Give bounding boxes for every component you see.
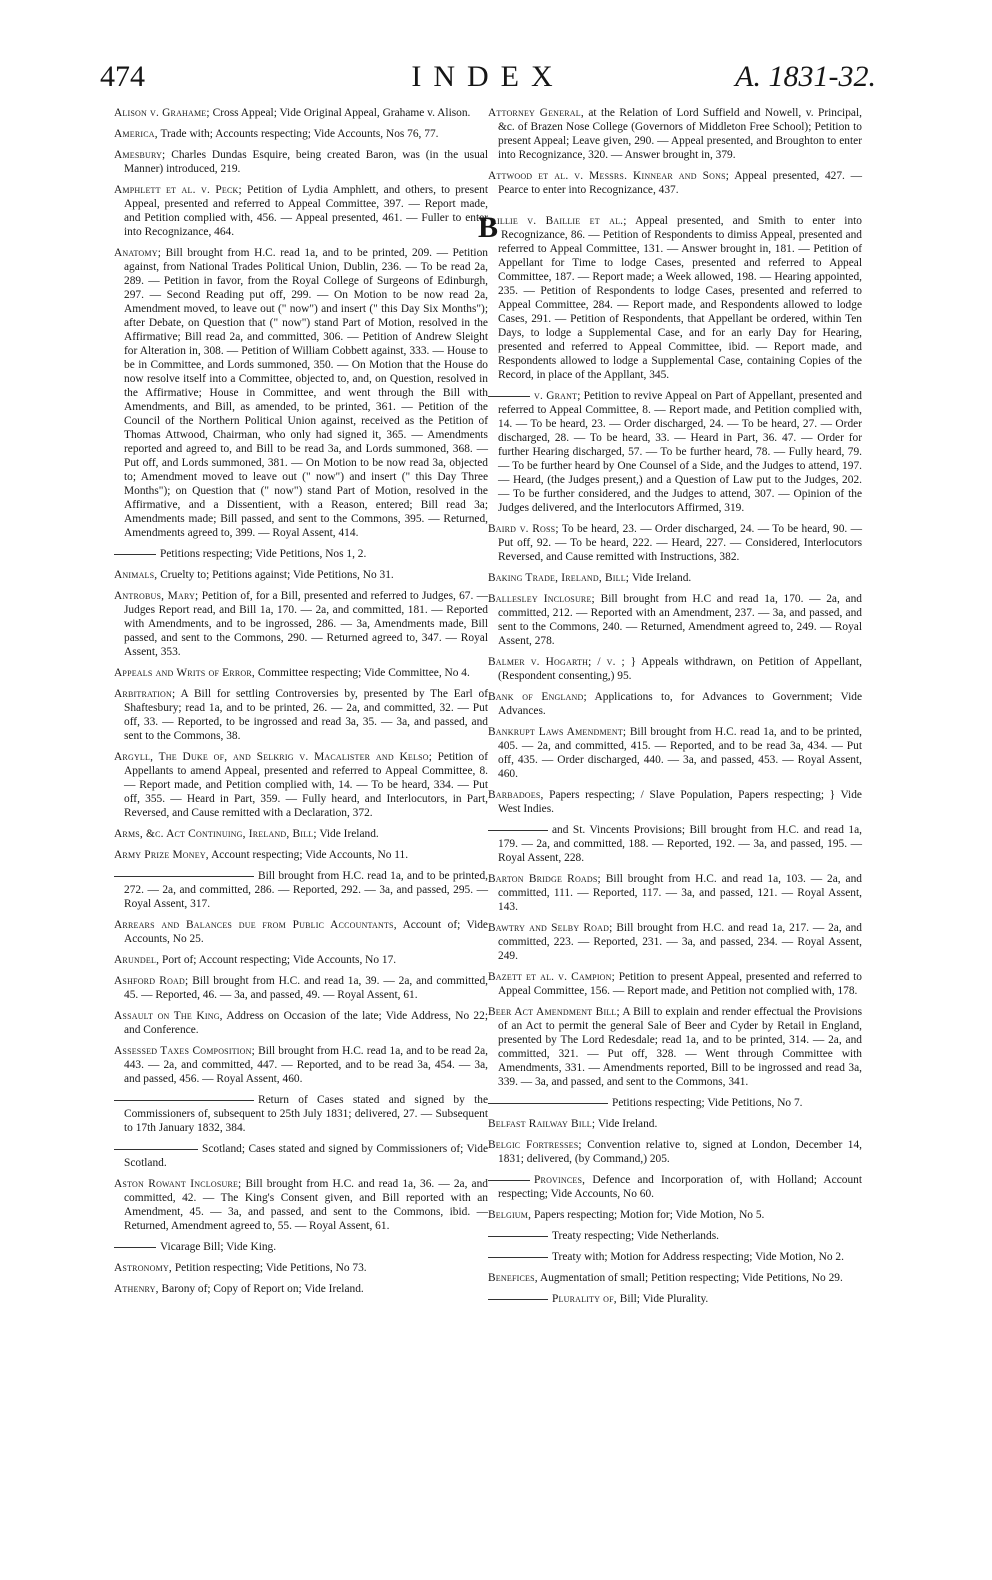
index-entry <box>488 1208 862 1222</box>
entry-text: } Appeals withdrawn, on Petition of Appellant, (Respondent consenting,) 95. <box>498 656 862 682</box>
entry-text: Bill brought from H.C and read 1a, 170. — 2a, and committed, 212. — Reported with an Amendment, 237. — 3a, and passed, and sent to the Commons, 240. — Returned, Amendment agreed to, 249. — Royal Assent, 278. <box>498 593 862 647</box>
page-number: 474 <box>100 60 145 93</box>
page-header <box>100 60 876 100</box>
entry-heading: Astronomy, <box>114 1262 172 1274</box>
entry-heading: Anatomy; <box>114 247 162 259</box>
index-entry <box>488 690 862 718</box>
entry-text: Trade with; Accounts respecting; Vide Accounts, Nos 76, 77. <box>160 128 439 140</box>
index-entry <box>488 1138 862 1166</box>
index-entry <box>114 827 488 841</box>
index-entry <box>478 211 863 382</box>
entry-heading: Ballesley Inclosure; <box>488 593 595 605</box>
entry-heading: Plurality of, <box>552 1293 617 1305</box>
entry-heading: Attwood et al. v. Messrs. Kinnear and Sons; <box>488 170 730 182</box>
index-entry <box>488 522 862 564</box>
index-entry <box>488 592 862 648</box>
index-entry <box>114 974 488 1002</box>
entry-text: Scotland; Cases stated and signed by Commissioners of; Vide Scotland. <box>124 1143 488 1169</box>
entry-text: Bill brought from H.C. and read 1a, 103. — 2a, and committed, 111. — Reported, 117. — 3a, and passed, 121. — Royal Assent, 143. <box>498 873 862 913</box>
entry-text: Vide Ireland. <box>319 828 379 840</box>
index-entry <box>488 788 862 816</box>
entry-heading: Arrears and Balances due from Public Accountants, <box>114 919 397 931</box>
entry-heading: Baking Trade, Ireland, Bill; <box>488 572 630 584</box>
entry-heading: America, <box>114 128 158 140</box>
entry-text: A Bill to explain and render effectual the Provisions of an Act to permit the general Sale of Beer and Cyder by Retail in England, presented by The Lord Redesdale; read 1a, and to be printed, 314. — 2a, and committed, 321. — Put off, 328. — Went through Committee with Amendments, 331. — Amendments reported, Bill to be ingrossed and read 3a, 339. — 3a, and passed, and sent to the Commons, 341. <box>498 1006 863 1088</box>
ditto-rule <box>114 554 156 555</box>
index-entry <box>114 918 488 946</box>
entry-heading: Appeals and Writs of Error, <box>114 667 255 679</box>
entry-heading: Belfast Railway Bill; <box>488 1118 596 1130</box>
index-entry <box>114 127 488 141</box>
ditto-rule <box>488 1236 548 1237</box>
entry-text: Appeal presented, 427. — Pearce to enter into Recognizance, 437. <box>498 170 862 196</box>
entry-heading: Bankrupt Laws Amendment; <box>488 726 627 738</box>
entry-heading: Attorney General, <box>488 107 584 119</box>
entry-heading: Balmer v. Hogarth; / v. ; <box>488 656 625 668</box>
entry-text: Vide Ireland. <box>597 1118 658 1130</box>
index-entry <box>114 547 488 561</box>
index-entry <box>488 655 862 683</box>
entry-text: Bill brought from H.C. and read 1a, 36. — 2a, and committed, 42. — The King's Consent given, and Bill reported with an Amendment, 45. — 3a, and passed, and sent to the Commons, ibid. — Returned, Amendment agreed to, 55. — Royal Assent, 61. <box>124 1178 489 1232</box>
index-entry <box>114 589 488 659</box>
index-entry <box>488 1292 862 1306</box>
ditto-rule <box>488 830 548 831</box>
index-entry <box>114 148 488 176</box>
entry-text: Address on Occasion of the late; Vide Address, No 22; and Conference. <box>124 1010 488 1036</box>
entry-text: Bill brought from H.C. read 1a, and to be read 2a, 443. — 2a, and committed, 447. — Reported, and to be read 3a, 454. — 3a, and passed, 456. — Royal Assent, 460. <box>124 1045 488 1085</box>
session-year: A. 1831-32. <box>735 60 876 93</box>
entry-heading: Alison v. Grahame; <box>114 107 210 119</box>
entry-heading: Army Prize Money, <box>114 849 209 861</box>
index-entry <box>488 970 862 998</box>
index-entry <box>488 872 862 914</box>
index-entry <box>488 1173 862 1201</box>
ditto-rule <box>114 1149 198 1150</box>
entry-heading: Antrobus, Mary; <box>114 590 199 602</box>
entry-text: Bill brought from H.C. and read 1a, 217. — 2a, and committed, 223. — Reported, 231. — 3a, and passed, 234. — Royal Assent, 249. <box>498 922 863 962</box>
index-entry <box>488 571 862 585</box>
index-entry <box>114 568 488 582</box>
entry-text: Defence and Incorporation of, with Holland; Account respecting; Vide Accounts, No 60. <box>498 1174 862 1200</box>
entry-text: at the Relation of Lord Suffield and Nowell, v. Principal, &c. of Brazen Nose College (Governors of Middleton Free School); Petition to present Appeal; Leave given, 290. — Appeal presented, and Broughton to enter into Recognizance, 320. — Answer brought in, 379. <box>498 107 862 161</box>
entry-text: Treaty with; Motion for Address respecting; Vide Motion, No 2. <box>552 1251 844 1263</box>
entry-text: Augmentation of small; Petition respecting; Vide Petitions, No 29. <box>540 1272 843 1284</box>
index-entry <box>114 869 488 911</box>
index-entry <box>488 1117 862 1131</box>
index-entry <box>114 246 488 540</box>
entry-heading: Assessed Taxes Composition; <box>114 1045 255 1057</box>
entry-text: Account respecting; Vide Accounts, No 11. <box>211 849 409 861</box>
index-entry <box>114 848 488 862</box>
entry-heading: aillie v. Baillie et al.; <box>491 215 627 227</box>
entry-text: Return of Cases stated and signed by the Commissioners of, subsequent to 25th July 1831; delivered, 27. — Subsequent to 17th January 1832, 384. <box>124 1094 488 1134</box>
page-title: INDEX <box>411 60 565 93</box>
entry-heading: Barbadoes, <box>488 789 544 801</box>
entry-text: Petition of, for a Bill, presented and referred to Judges, 67. — Judges Report read, and Bill 1a, 170. — 2a, and committed, 181. — Reported with Amendments, and to be ingrossed, 286. — 3a, Amendments made, Bill passed, and sent to the Commons, 290. — Returned agreed to, 347. — Royal Assent, 353. <box>124 590 488 658</box>
index-entry <box>114 1044 488 1086</box>
entry-text: A Bill for settling Controversies by, presented by The Earl of Shaftesbury; read 1a, and to be printed, 26. — 2a, and committed, 32. — Put off, 33. — Reported, to be ingrossed and read 3a, 35. — 3a, and passed, and sent to the Commons, 38. <box>124 688 488 742</box>
index-entry <box>114 1093 488 1135</box>
entry-text: Convention relative to, signed at London, December 14, 1831; delivered, (by Command,) 205. <box>498 1139 862 1165</box>
entry-heading: Assault on The King, <box>114 1010 223 1022</box>
entry-text: Bill brought from H.C. read 1a, and to be printed, 209. — Petition against, from National Trades Political Union, Dublin, 236. — To be read 2a, 289. — Petition in favor, from the Royal College of Surgeons of Edinburgh, 297. — Second Reading put off, 299. — On Motion to be now read 2a, Amendment moved, to leave out (" now") and insert (" this Day Six Months"); after Debate, on Question that (" now") stand Part of Motion, resolved in the Affirmative; Bill read 2a, and committed, 306. — Petition of Andrew Sleight for Alteration in, 308. — Petition of William Cobbett against, 333. — House to be in Committee, and Lords summoned, 350. — On Motion that the House do now resolve itself into a Committee, objected to, and, on Question, resolved in the Affirmative; House in Committee, and went through the Bill with Amendments, and Bill, as amended, to be printed, 361. — Petition of the Council of the Northern Political Union against, received as the Petition of Thomas Attwood, Chairman, who only had signed it, 365. — Amendments reported and agreed to, and Bill to be read 3a, and Lords summoned, 368. — Put off, and Lords summoned, 381. — On Motion to be now read 3a, objected to; Amendment moved to leave out (" now") and insert (" this Day Three Months"); on Question that (" now") stand Part of Motion, resolved in the Affirmative, and a Dissentient, with a Reason, entered; Bill read 3a; Amendments made; Bill passed, and sent to the Commons, 395. — Returned, Amendments agreed to, 399. — Royal Assent, 414. <box>124 247 488 539</box>
entry-text: Petition of Appellants to amend Appeal, presented and referred to Appeal Committee, 8. — Report made, and Petition complied with, 14. — To be heard, 334. — Put off, 355. — Heard in Part, 359. — Fully heard, and Interlocutors, in Part, Reversed, and Cause remitted with a Declaration, 372. <box>124 751 488 819</box>
entry-heading: Arbitration; <box>114 688 176 700</box>
entry-text: Treaty respecting; Vide Netherlands. <box>552 1230 719 1242</box>
entry-heading: v. Grant; <box>534 390 581 402</box>
index-entry <box>114 183 488 239</box>
index-entry <box>114 1177 488 1233</box>
entry-heading: Belgium, <box>488 1209 532 1221</box>
entry-text: Papers respecting; / Slave Population, Papers respecting; } Vide West Indies. <box>498 789 862 815</box>
entry-text: Port of; Account respecting; Vide Accounts, No 17. <box>161 954 397 966</box>
entry-text: Bill brought from H.C. read 1a, and to be printed, 405. — 2a, and committed, 415. — Reported, and to be read 3a, 434. — Put off, 435. — Order discharged, 440. — 3a, and passed, 453. — Royal Assent, 460. <box>498 726 862 780</box>
entry-text: Vicarage Bill; Vide King. <box>160 1241 277 1253</box>
index-entry <box>488 1229 862 1243</box>
entry-text: Petition to revive Appeal on Part of Appellant, presented and referred to Appeal Committee, 8. — Report made, and Petition complied with, 14. — To be heard, 23. — Order discharged, 24. — To be heard, 27. — Order discharged, 28. — To be heard, 33. — Heard in Part, 36. 47. — Order for further Hearing discharged, 57. — To be further heard, 78. — Fully heard, 79. — To be further heard by One Counsel of a Side, and the Judges to attend, 197. — Heard, (the Judges present,) and a Question of Law put to the Judges, 202. — To be further considered, and the Judges to attend, 307. — Opinion of the Judges delivered, and the Interlocutors Affirmed, 319. <box>498 390 862 514</box>
entry-text: Barony of; Copy of Report on; Vide Ireland. <box>161 1283 364 1295</box>
ditto-rule <box>488 1299 548 1300</box>
entry-text: Petition to present Appeal, presented and referred to Appeal Committee, 156. — Report made, and Petition not complied with, 178. <box>498 971 862 997</box>
entry-text: To be heard, 23. — Order discharged, 24. — To be heard, 90. — Put off, 92. — To be heard, 222. — Heard, 227. — Considered, Interlocutors Reversed, and Cause remitted with Instructions, 382. <box>498 523 862 563</box>
entry-text: Petitions respecting; Vide Petitions, No 7. <box>612 1097 803 1109</box>
entry-text: Papers respecting; Motion for; Vide Motion, No 5. <box>534 1209 765 1221</box>
index-entry <box>488 823 862 865</box>
ditto-rule <box>114 1100 254 1101</box>
entry-text: Petition respecting; Vide Petitions, No 73. <box>174 1262 367 1274</box>
entry-heading: Athenry, <box>114 1283 159 1295</box>
index-entry <box>488 1250 862 1264</box>
entry-text: Vide Ireland. <box>631 572 692 584</box>
entry-text: Cruelty to; Petitions against; Vide Petitions, No 31. <box>160 569 394 581</box>
entry-text: Bill brought from H.C. read 1a, and to be printed, 272. — 2a, and committed, 286. — Reported, 292. — 3a, and passed, 295. — Royal Assent, 317. <box>124 870 488 910</box>
entry-heading: Aston Rowant Inclosure; <box>114 1178 242 1190</box>
ditto-rule <box>488 1103 608 1104</box>
entry-heading: Arundel, <box>114 954 160 966</box>
index-entry <box>114 953 488 967</box>
index-entry <box>114 1240 488 1254</box>
index-entry <box>488 106 862 162</box>
right-column <box>478 106 863 1313</box>
entry-text: Charles Dundas Esquire, being created Baron, was (in the usual Manner) introduced, 219. <box>124 149 488 175</box>
index-entry <box>488 1005 862 1089</box>
index-entry <box>114 1009 488 1037</box>
entry-heading: Belgic Fortresses; <box>488 1139 582 1151</box>
ditto-rule <box>488 1257 548 1258</box>
entry-text: Petition of Lydia Amphlett, and others, to present Appeal, presented and referred to Appeal Committee, 397. — Report made, and Petition complied with, 456. — Appeal presented, 461. — Fuller to enter into Recognizance, 464. <box>124 184 488 238</box>
entry-heading: Ashford Road; <box>114 975 189 987</box>
entry-text: Cross Appeal; Vide Original Appeal, Grahame v. Alison. <box>212 107 471 119</box>
entry-text: Appeal presented, and Smith to enter into Recognizance, 86. — Petition of Respondents to dimiss Appeal, presented and referred to Appeal Committee, 131. — Answer brought in, 181. — Petition of Appellant for Time to lodge Cases, presented and referred to Appeal Committee, 187. — Report made; a Week allowed, 198. — Hearing appointed, 235. — Petition of Respondents to lodge Cases, presented and referred to Appeal Committee, 284. — Report made, and Respondents allowed to lodge Cases, 291. — Petition of Respondents, that Appellant be ordered, within Ten Days, to lodge a Supplemental Case, and for an early Day for Hearing, presented and referred to Appeal Committee, ibid. — Report made, and Respondents allowed to lodge a Supplemental Case, containing Copies of the Record, in place of the Appllant, 345. <box>498 215 863 381</box>
entry-heading: Benefices, <box>488 1272 538 1284</box>
index-entry <box>114 666 488 680</box>
entry-heading: Barton Bridge Roads; <box>488 873 601 885</box>
entry-heading: Argyll, The Duke of, and Selkrig v. Macalister and Kelso; <box>114 751 433 763</box>
section-gap <box>488 204 862 214</box>
index-entry <box>488 389 862 515</box>
entry-heading: Amesbury; <box>114 149 166 161</box>
drop-capital: B <box>478 211 499 244</box>
entry-text: Petitions respecting; Vide Petitions, Nos 1, 2. <box>160 548 367 560</box>
entry-text: Bill brought from H.C. and read 1a, 39. — 2a, and committed, 45. — Reported, 46. — 3a, and passed, 49. — Royal Assent, 61. <box>124 975 488 1001</box>
entry-heading: Bawtry and Selby Road; <box>488 922 613 934</box>
entry-heading: Baird v. Ross; <box>488 523 559 535</box>
index-entry <box>114 1142 488 1170</box>
left-column <box>114 106 488 1303</box>
entry-heading: Amphlett et al. v. Peck; <box>114 184 242 196</box>
entry-heading: Beer Act Amendment Bill; <box>488 1006 620 1018</box>
entry-text: Committee respecting; Vide Committee, No 4. <box>257 667 470 679</box>
entry-text: Bill; Vide Plurality. <box>619 1293 709 1305</box>
index-entry <box>488 1096 862 1110</box>
index-entry <box>488 725 862 781</box>
index-entry <box>488 921 862 963</box>
entry-text: Account of; Vide Accounts, No 25. <box>124 919 488 945</box>
index-entry <box>114 750 488 820</box>
entry-heading: Provinces, <box>534 1174 586 1186</box>
entry-text: and St. Vincents Provisions; Bill brought from H.C. and read 1a, 179. — 2a, and committed, 188. — Reported, 192. — 3a, and passed, 195. — Royal Assent, 228. <box>498 824 862 864</box>
entry-heading: Bank of England; <box>488 691 587 703</box>
ditto-rule <box>114 1247 156 1248</box>
index-entry <box>114 1261 488 1275</box>
ditto-rule <box>488 396 530 397</box>
entry-heading: Bazett et al. v. Campion; <box>488 971 615 983</box>
ditto-rule <box>488 1180 530 1181</box>
index-entry <box>114 687 488 743</box>
entry-text: Applications to, for Advances to Government; Vide Advances. <box>498 691 863 717</box>
ditto-rule <box>114 876 254 877</box>
entry-heading: Arms, &c. Act Continuing, Ireland, Bill; <box>114 828 317 840</box>
index-entry <box>488 1271 862 1285</box>
index-entry <box>114 1282 488 1296</box>
index-entry <box>488 169 862 197</box>
index-entry <box>114 106 488 120</box>
entry-heading: Animals, <box>114 569 158 581</box>
